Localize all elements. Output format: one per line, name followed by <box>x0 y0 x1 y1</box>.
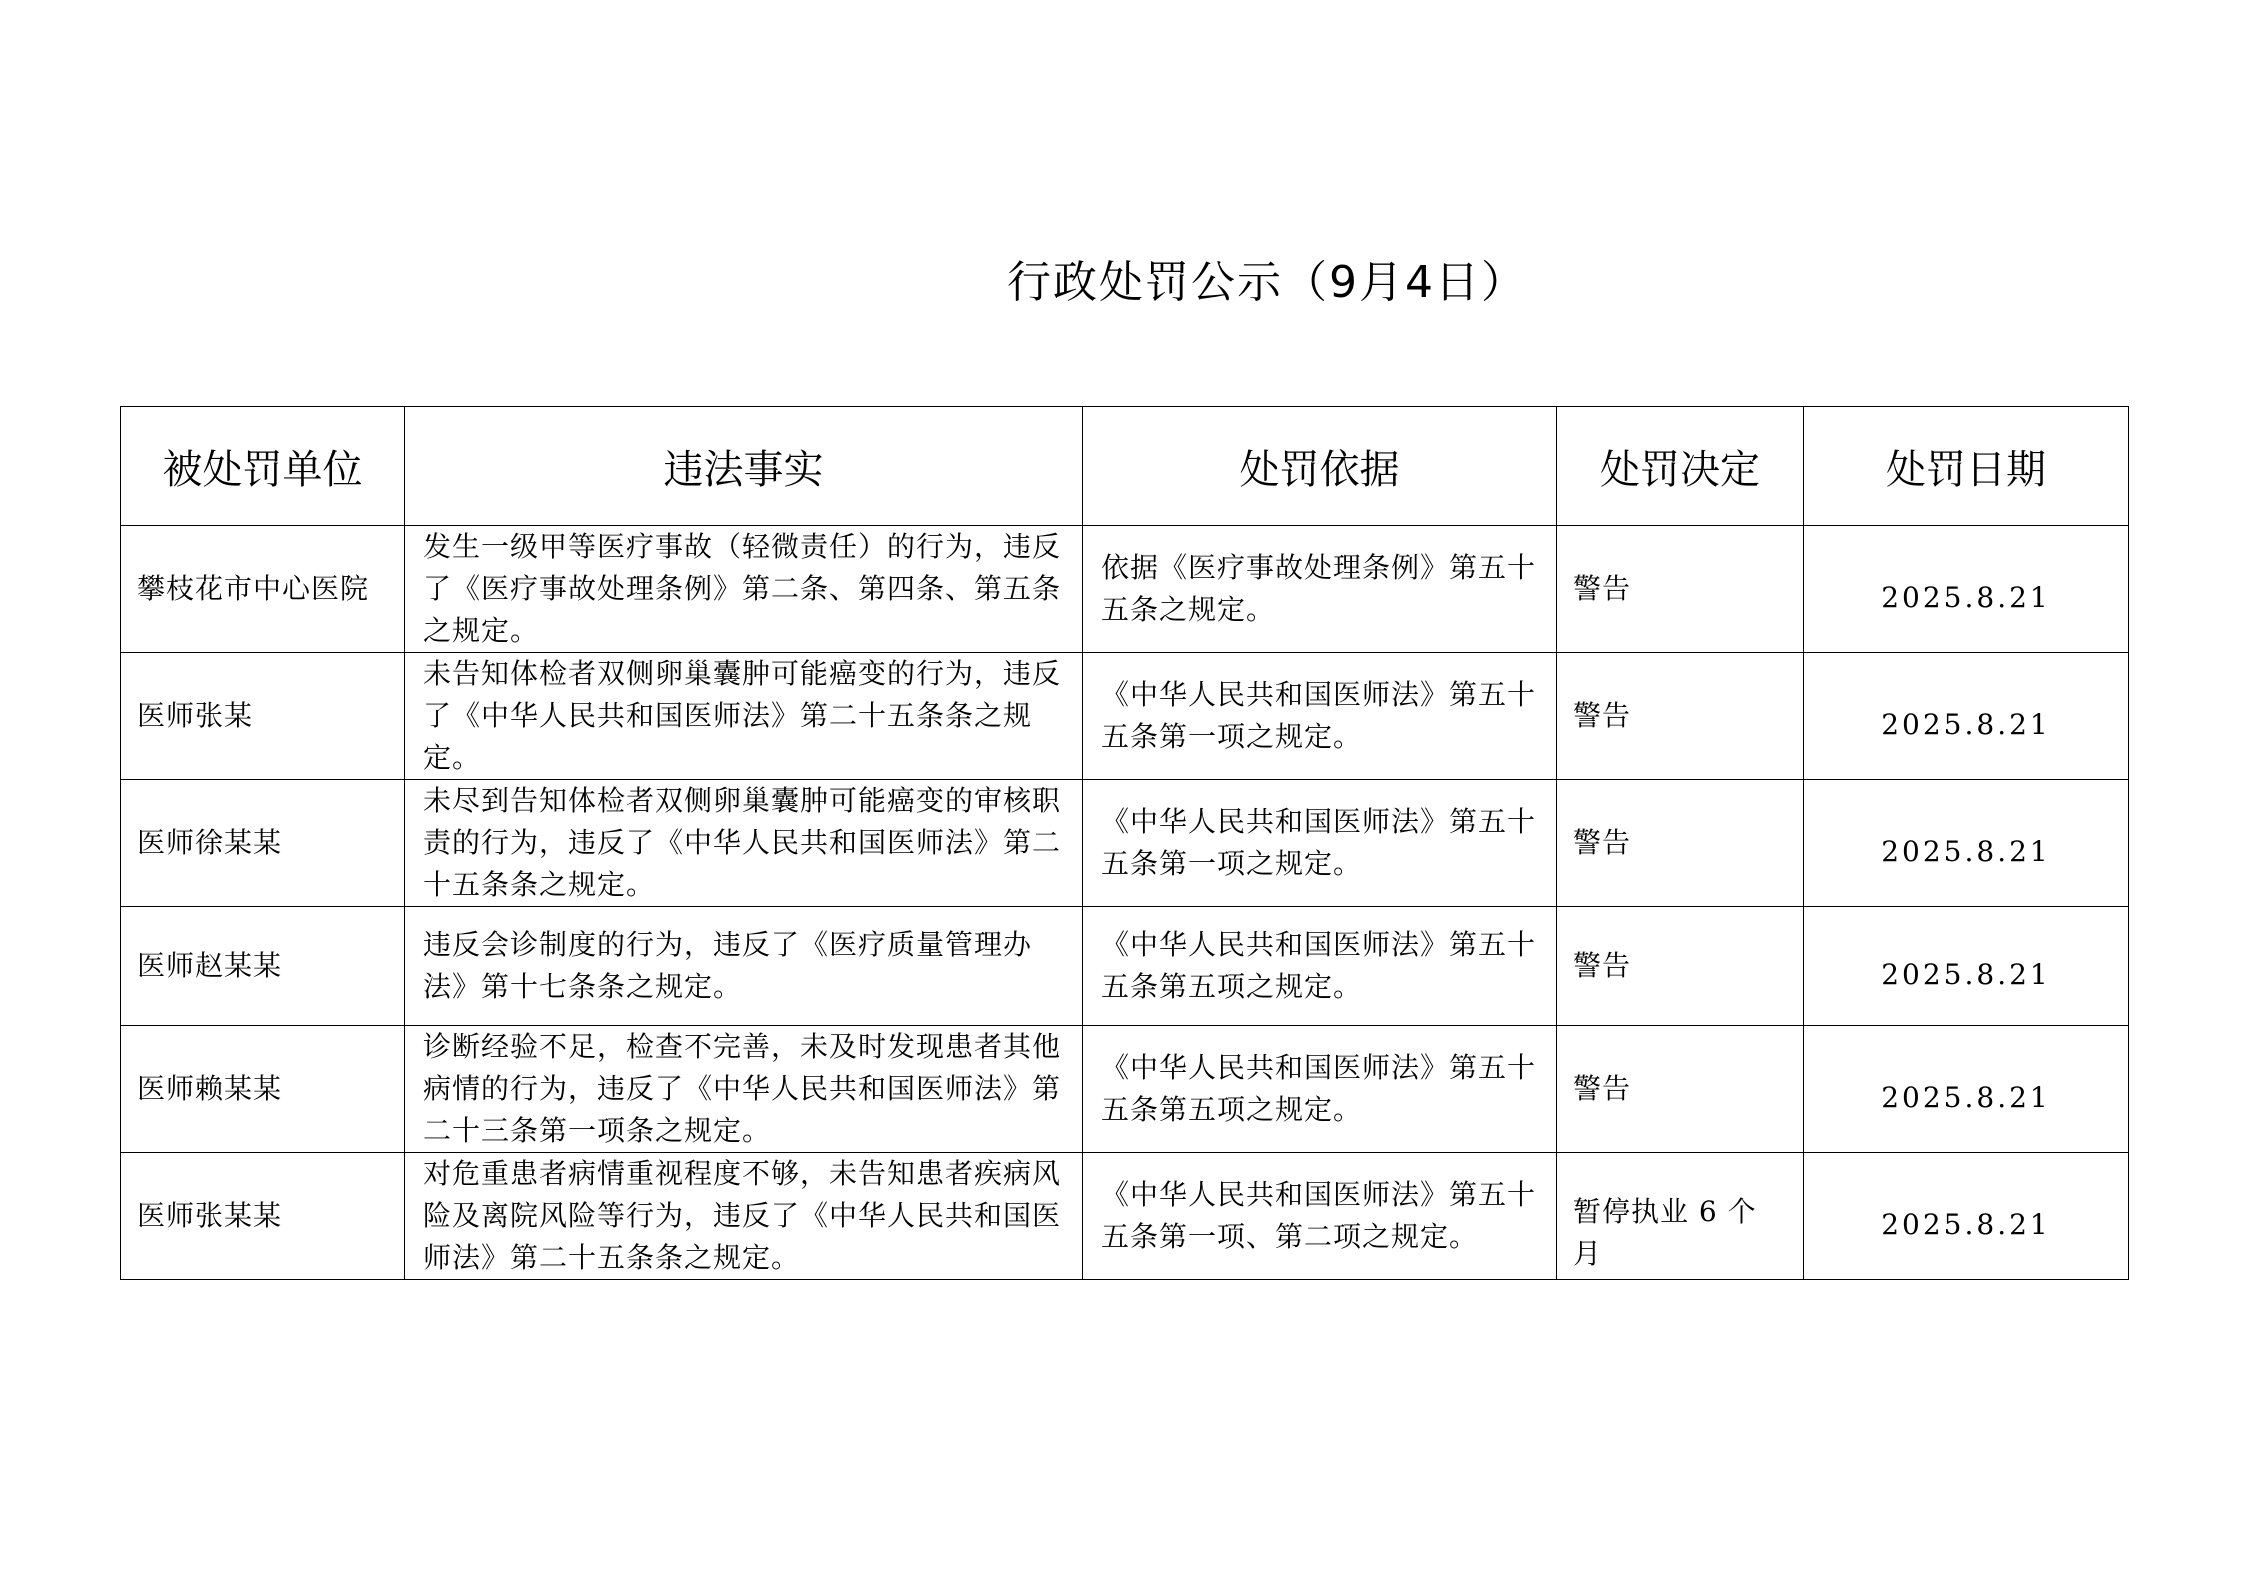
cell-penalty-basis: 《中华人民共和国医师法》第五十五条第一项之规定。 <box>1083 653 1557 780</box>
cell-illegal-facts: 对危重患者病情重视程度不够，未告知患者疾病风险及离院风险等行为，违反了《中华人民共和国医师法》第二十五条条之规定。 <box>405 1153 1083 1280</box>
table-row <box>121 1153 2129 1280</box>
cell-penalty-basis: 《中华人民共和国医师法》第五十五条第五项之规定。 <box>1083 1026 1557 1153</box>
table-row <box>121 526 2129 653</box>
cell-penalty-date: 2025.8.21 <box>1804 780 2129 907</box>
cell-illegal-facts: 未告知体检者双侧卵巢囊肿可能癌变的行为，违反了《中华人民共和国医师法》第二十五条条之规定。 <box>405 653 1083 780</box>
header-illegal-facts: 违法事实 <box>405 407 1083 526</box>
document-title: 行政处罚公示（9月4日） <box>1007 257 1527 308</box>
table-row <box>121 907 2129 1026</box>
cell-illegal-facts: 违反会诊制度的行为，违反了《医疗质量管理办法》第十七条条之规定。 <box>405 907 1083 1026</box>
cell-penalty-basis: 依据《医疗事故处理条例》第五十五条之规定。 <box>1083 526 1557 653</box>
header-penalty-basis: 处罚依据 <box>1083 407 1557 526</box>
cell-penalized-unit: 医师张某 <box>121 653 405 780</box>
header-penalized-unit: 被处罚单位 <box>121 407 405 526</box>
cell-illegal-facts: 未尽到告知体检者双侧卵巢囊肿可能癌变的审核职责的行为，违反了《中华人民共和国医师法》第二十五条条之规定。 <box>405 780 1083 907</box>
cell-penalty-decision: 暂停执业 6 个月 <box>1557 1153 1804 1280</box>
cell-penalized-unit: 医师张某某 <box>121 1153 405 1280</box>
cell-penalty-date: 2025.8.21 <box>1804 1026 2129 1153</box>
cell-penalty-date: 2025.8.21 <box>1804 907 2129 1026</box>
cell-penalty-decision: 警告 <box>1557 526 1804 653</box>
cell-penalized-unit: 医师徐某某 <box>121 780 405 907</box>
table-header-row <box>121 407 2129 526</box>
cell-penalty-basis: 《中华人民共和国医师法》第五十五条第一项、第二项之规定。 <box>1083 1153 1557 1280</box>
table-row <box>121 780 2129 907</box>
cell-penalty-basis: 《中华人民共和国医师法》第五十五条第一项之规定。 <box>1083 780 1557 907</box>
cell-penalty-date: 2025.8.21 <box>1804 526 2129 653</box>
cell-penalty-decision: 警告 <box>1557 653 1804 780</box>
cell-penalty-decision: 警告 <box>1557 1026 1804 1153</box>
cell-penalized-unit: 攀枝花市中心医院 <box>121 526 405 653</box>
cell-penalty-date: 2025.8.21 <box>1804 1153 2129 1280</box>
table-row <box>121 653 2129 780</box>
cell-penalty-basis: 《中华人民共和国医师法》第五十五条第五项之规定。 <box>1083 907 1557 1026</box>
cell-penalized-unit: 医师赵某某 <box>121 907 405 1026</box>
cell-illegal-facts: 诊断经验不足，检查不完善，未及时发现患者其他病情的行为，违反了《中华人民共和国医师法》第二十三条第一项条之规定。 <box>405 1026 1083 1153</box>
cell-penalty-decision: 警告 <box>1557 907 1804 1026</box>
cell-illegal-facts: 发生一级甲等医疗事故（轻微责任）的行为，违反了《医疗事故处理条例》第二条、第四条、第五条之规定。 <box>405 526 1083 653</box>
header-penalty-decision: 处罚决定 <box>1557 407 1804 526</box>
cell-penalty-date: 2025.8.21 <box>1804 653 2129 780</box>
cell-penalty-decision: 警告 <box>1557 780 1804 907</box>
cell-penalized-unit: 医师赖某某 <box>121 1026 405 1153</box>
penalty-table <box>120 406 2129 1280</box>
header-penalty-date: 处罚日期 <box>1804 407 2129 526</box>
table-row <box>121 1026 2129 1153</box>
